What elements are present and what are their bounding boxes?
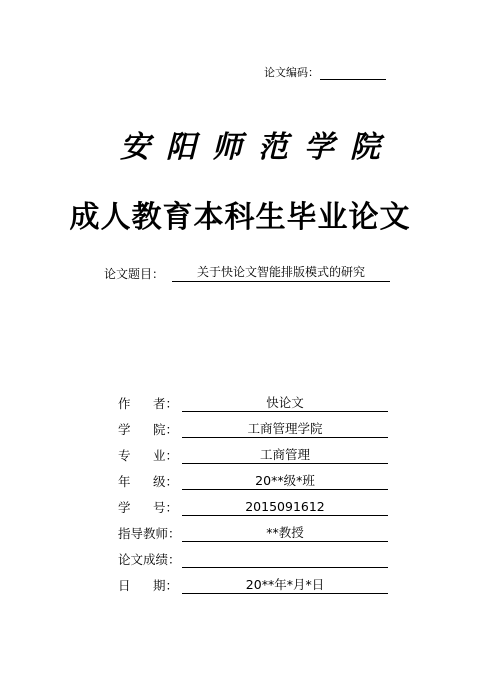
info-value [182,551,388,568]
info-row-score [118,542,388,568]
info-row-college [118,412,388,438]
thesis-topic [104,263,390,282]
info-label: 作 者： [118,396,178,411]
info-label: 年 级： [118,474,178,489]
info-label: 指导教师： [118,526,181,541]
info-row-student-id [118,490,388,516]
college-name: 安阳师范学院 [120,130,396,165]
info-row-advisor [118,516,388,542]
topic-label: 论文题目： [104,267,165,281]
info-value: 工商管理学院 [182,421,388,438]
topic-value: 关于快论文智能排版模式的研究 [172,263,390,282]
info-value: 20**年*月*日 [182,577,388,594]
doc-title: 成人教育本科生毕业论文 [69,200,411,235]
thesis-number-blank [320,68,386,80]
info-value: 20**级*班 [182,473,388,490]
info-value: 工商管理 [182,447,388,464]
thesis-number-label: 论文编码： [264,66,319,79]
info-label: 论文成绩： [118,552,181,567]
info-label: 学 号： [118,500,178,515]
info-label: 学 院： [118,422,178,437]
info-table [118,386,388,594]
info-row-author [118,386,388,412]
info-value: 快论文 [182,395,388,412]
info-row-grade [118,464,388,490]
info-label: 专 业： [118,448,178,463]
info-row-date [118,568,388,594]
info-value: 2015091612 [182,499,388,516]
info-value: **教授 [182,525,388,542]
info-label: 日 期： [118,578,178,593]
info-row-major [118,438,388,464]
thesis-number [264,64,386,80]
